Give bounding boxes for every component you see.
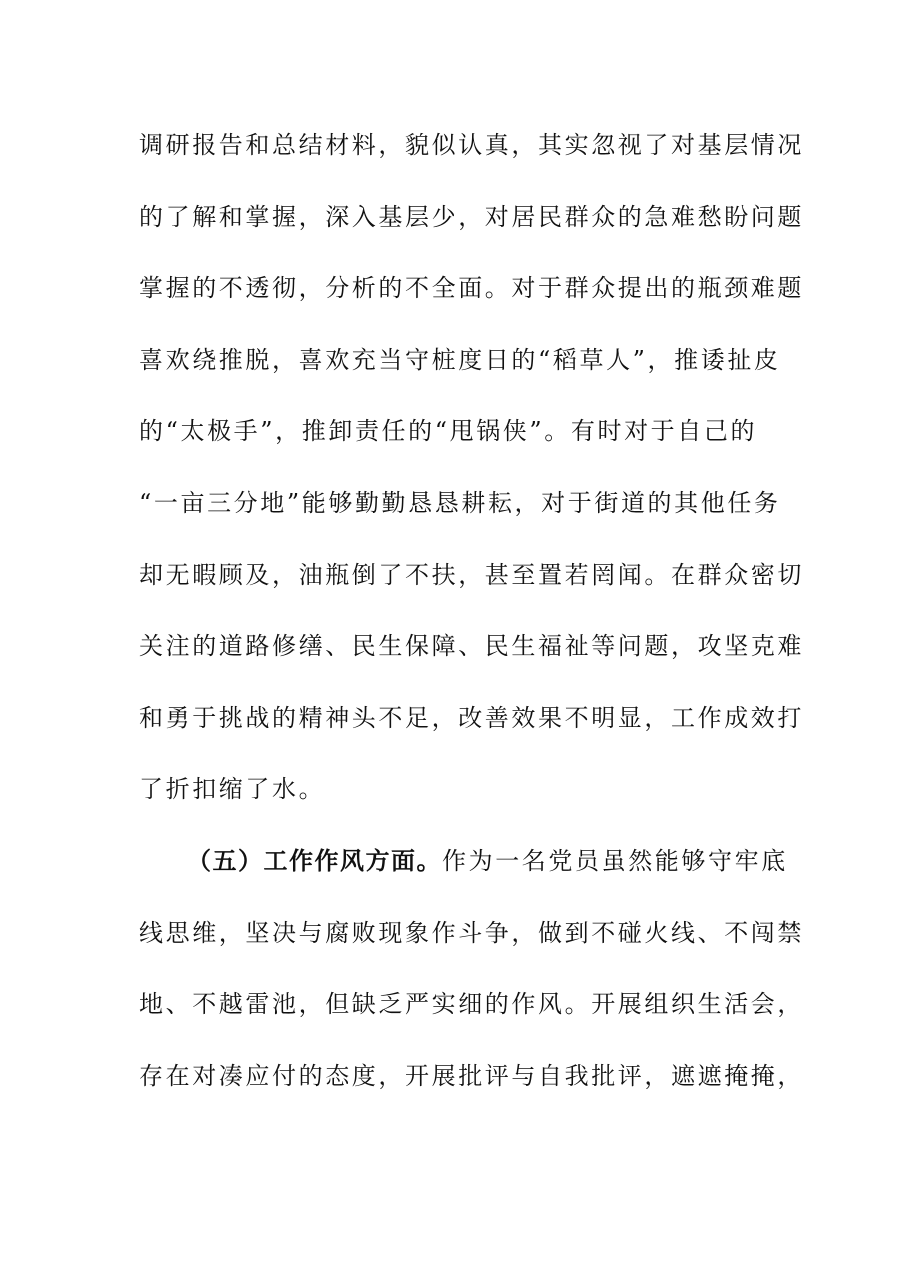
text-line: “一亩三分地”能够勤勤恳恳耕耘，对于街道的其他任务	[139, 489, 781, 517]
section-text: 作为一名党员虽然能够守牢底	[442, 847, 788, 875]
text-line: 的了解和掌握，深入基层少，对居民群众的急难愁盼问题	[139, 203, 804, 231]
text-line: 喜欢绕推脱，喜欢充当守桩度日的“稻草人”，推诿扯皮	[139, 346, 781, 374]
text-line: 地、不越雷池，但缺乏严实细的作风。开展组织生活会，	[139, 990, 804, 1018]
section-heading: （五）工作作风方面。	[187, 847, 442, 875]
text-line: 却无暇顾及，油瓶倒了不扶，甚至置若罔闻。在群众密切	[139, 561, 804, 589]
text-line: 掌握的不透彻，分析的不全面。对于群众提出的瓶颈难题	[139, 274, 804, 302]
text-line: 调研报告和总结材料，貌似认真，其实忽视了对基层情况	[139, 131, 804, 159]
text-line: 存在对凑应付的态度，开展批评与自我批评，遮遮掩掩，	[139, 1062, 804, 1090]
text-line: 了折扣缩了水。	[139, 775, 326, 803]
text-line: 和勇于挑战的精神头不足，改善效果不明显，工作成效打	[139, 704, 804, 732]
text-line: 关注的道路修缮、民生保障、民生福祉等问题，攻坚克难	[139, 632, 804, 660]
text-line: 的“太极手”，推卸责任的“甩锅侠”。有时对于自己的	[139, 417, 758, 445]
section-heading-line	[187, 846, 788, 876]
text-line: 线思维，坚决与腐败现象作斗争，做到不碰火线、不闯禁	[139, 919, 804, 947]
